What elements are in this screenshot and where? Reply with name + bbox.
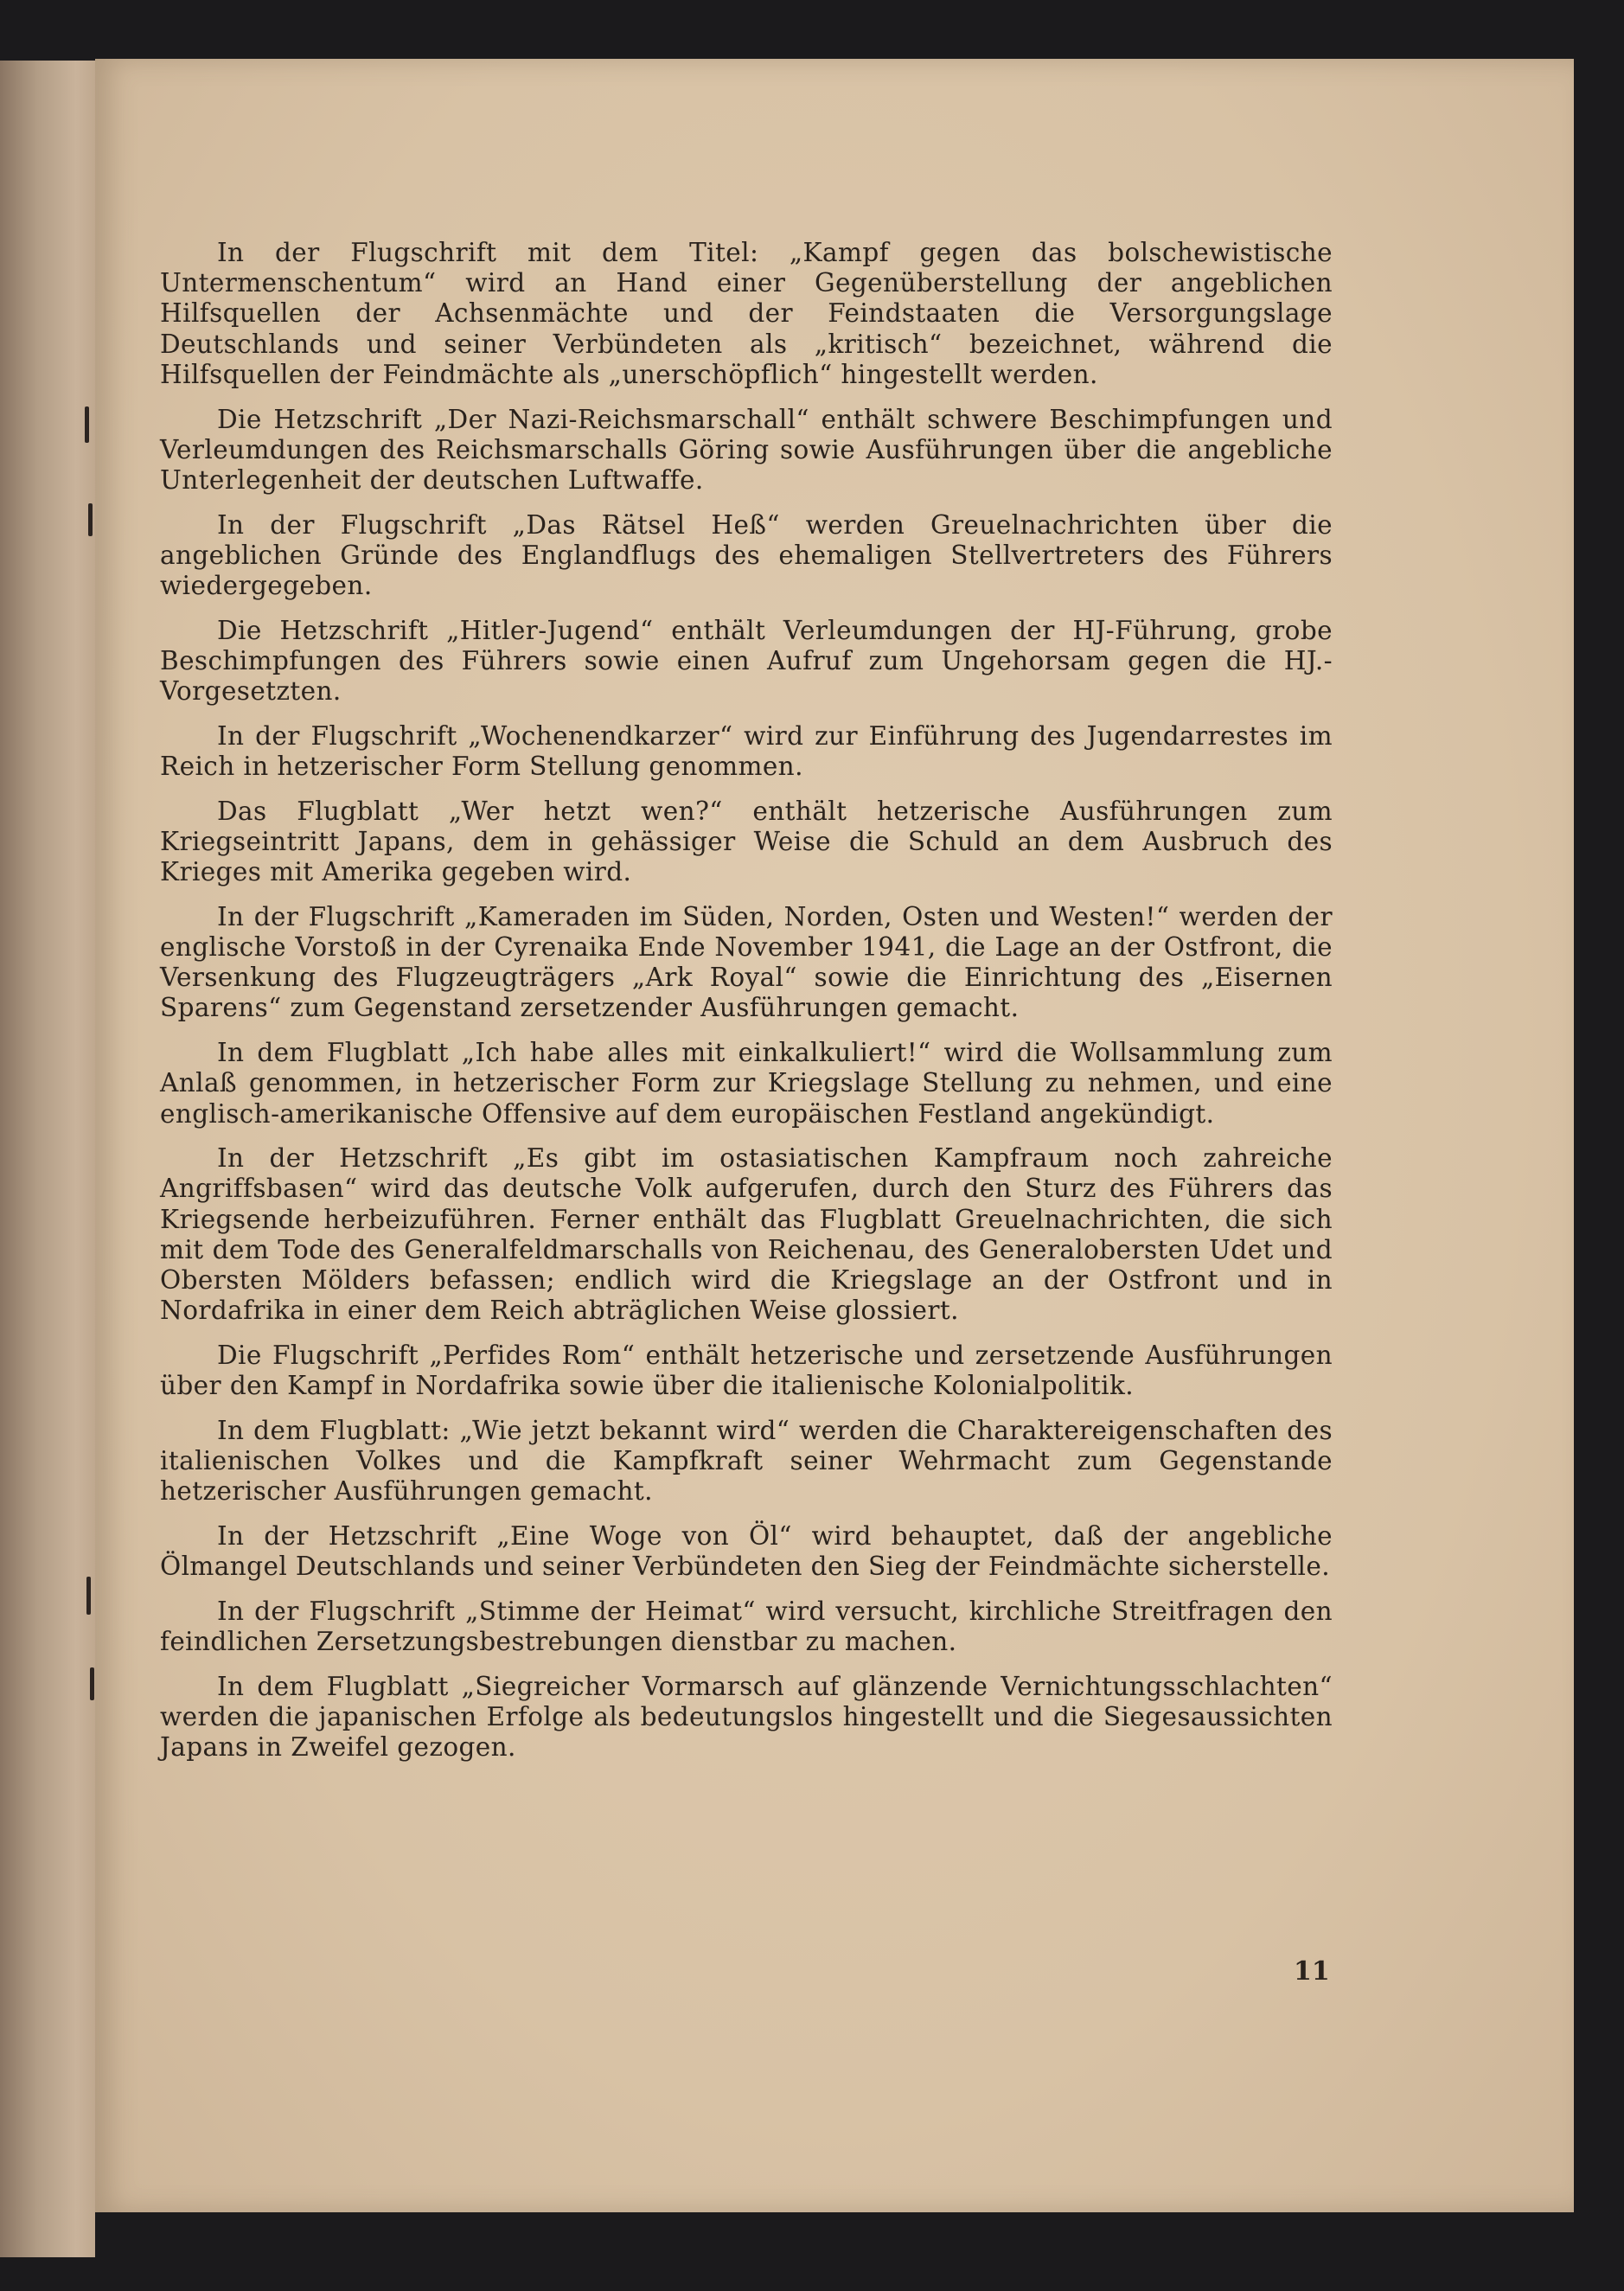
paragraph: In dem Flugblatt: „Wie jetzt bekannt wird“ werden die Charaktereigenschaften des italienischen Volkes und die Kampfkraft seiner Wehrmacht zum Gegenstande hetzerischer Ausführungen gemacht. — [160, 1415, 1333, 1507]
paragraph: Das Flugblatt „Wer hetzt wen?“ enthält hetzerische Ausführungen zum Kriegseintritt Japans, dem in gehässiger Weise die Schuld an dem Ausbruch des Krieges mit Amerika gegeben wird. — [160, 796, 1333, 887]
paragraph: In der Flugschrift „Das Rätsel Heß“ werden Greuelnachrichten über die angeblichen Gründe des Englandflugs des ehemaligen Stellvertreters des Führers wiedergegeben. — [160, 509, 1333, 601]
paragraph: In der Flugschrift „Stimme der Heimat“ wird versucht, kirchliche Streitfragen den feindlichen Zersetzungsbestrebungen dienstbar zu machen. — [160, 1596, 1333, 1657]
paragraph: Die Hetzschrift „Hitler-Jugend“ enthält Verleumdungen der HJ-Führung, grobe Beschimpfungen des Führers sowie einen Aufruf zum Ungehorsam gegen die HJ.-Vorgesetzten. — [160, 615, 1333, 707]
paragraph: In der Hetzschrift „Eine Woge von Öl“ wird behauptet, daß der angebliche Ölmangel Deutschlands und seiner Verbündeten den Sieg der Feindmächte sicherstelle. — [160, 1521, 1333, 1582]
paragraph: In dem Flugblatt „Ich habe alles mit einkalkuliert!“ wird die Wollsammlung zum Anlaß genommen, in hetzerischer Form zur Kriegslage Stellung zu nehmen, und eine englisch-amerikanische Offensive auf dem europäischen Festland angekündigt. — [160, 1038, 1333, 1129]
paragraph: In der Flugschrift „Wochenendkarzer“ wird zur Einführung des Jugendarrestes im Reich in hetzerischer Form Stellung genommen. — [160, 720, 1333, 782]
margin-mark — [90, 1667, 94, 1700]
paragraph: In der Hetzschrift „Es gibt im ostasiatischen Kampfraum noch zahreiche Angriffsbasen“ wird das deutsche Volk aufgerufen, durch den Sturz des Führers das Kriegsende herbeizuführen. Ferner enthält das Flugblatt Greuelnachrichten, die sich mit dem Tode des Generalfeldmarschalls von Reichenau, des Generalobersten Udet und Obersten Mölders befassen; endlich wird die Kriegslage an der Ostfront und in Nordafrika in einer dem Reich abträglichen Weise glossiert. — [160, 1143, 1333, 1326]
paragraph: In der Flugschrift „Kameraden im Süden, Norden, Osten und Westen!“ werden der englische Vorstoß in der Cyrenaika Ende November 1941, die Lage an der Ostfront, die Versenkung des Flugzeugträgers „Ark Royal“ sowie die Einrichtung des „Eisernen Sparens“ zum Gegenstand zersetzender Ausführungen gemacht. — [160, 901, 1333, 1023]
margin-mark — [86, 1577, 91, 1615]
page-number: 11 — [1294, 1956, 1330, 1987]
document-body — [160, 238, 1333, 1777]
margin-mark — [88, 503, 93, 536]
paragraph: Die Hetzschrift „Der Nazi-Reichsmarschall“ enthält schwere Beschimpfungen und Verleumdungen des Reichsmarschalls Göring sowie Ausführungen über die angebliche Unterlegenheit der deutschen Luftwaffe. — [160, 404, 1333, 495]
book-gutter — [0, 61, 95, 2257]
paragraph: In dem Flugblatt „Siegreicher Vormarsch auf glänzende Vernichtungsschlachten“ werden die japanischen Erfolge als bedeutungslos hingestellt und die Siegesaussichten Japans in Zweifel gezogen. — [160, 1671, 1333, 1763]
margin-mark — [85, 406, 89, 443]
paragraph: In der Flugschrift mit dem Titel: „Kampf gegen das bolschewistische Untermenschentum“ wird an Hand einer Gegenüberstellung der angeblichen Hilfsquellen der Achsenmächte und der Feindstaaten die Versorgungslage Deutschlands und seiner Verbündeten als „kritisch“ bezeichnet, während die Hilfsquellen der Feindmächte als „unerschöpflich“ hingestellt werden. — [160, 238, 1333, 389]
paragraph: Die Flugschrift „Perfides Rom“ enthält hetzerische und zersetzende Ausführungen über den Kampf in Nordafrika sowie über die italienische Kolonialpolitik. — [160, 1341, 1333, 1401]
